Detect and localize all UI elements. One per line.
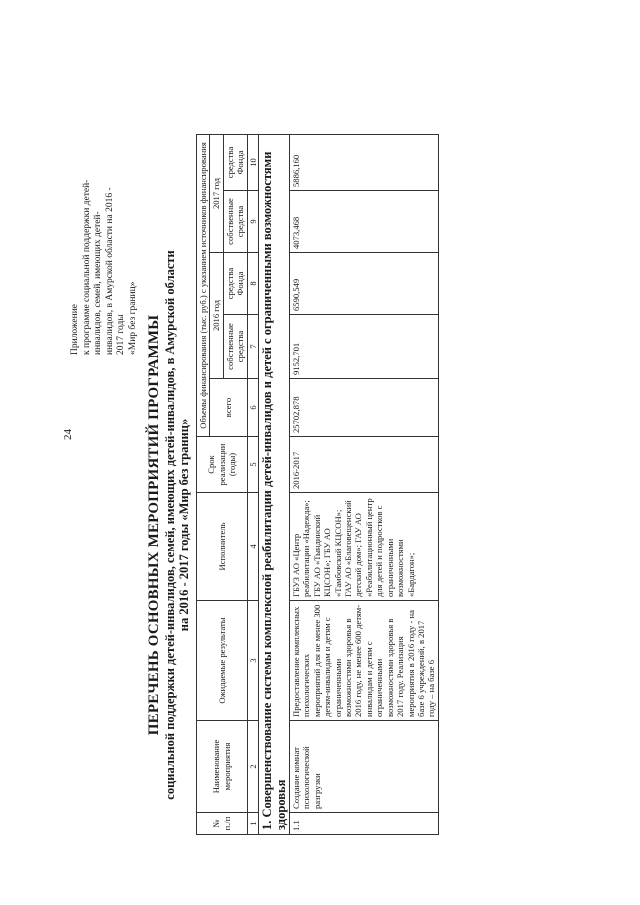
header-own-2017: собственные средства — [223, 191, 247, 253]
row-executor: ГБУЗ АО «Центр реабилитации «Надежда»; ГБУ АО «Тындинский КЦСОН»; ГБУ АО «Тамбовский КЦСОН»; ГАУ АО «Благовещенский детский дом»; ГАУ АО «Реабилитационный центр для детей и подростков с ограниченными возможностями «Бардагон»; — [290, 493, 439, 601]
column-number: 9 — [247, 191, 258, 253]
column-number: 7 — [247, 315, 258, 379]
appendix-line: Приложение — [70, 304, 80, 355]
appendix-line: инвалидов, семей, имеющих детей- — [93, 211, 104, 355]
measures-table — [196, 134, 439, 835]
document-title — [146, 225, 191, 825]
header-year-2016: 2016 год — [210, 253, 223, 379]
column-number: 6 — [247, 379, 258, 437]
header-funding: Объемы финансирования (тыс. руб.) с указанием источников финансирования — [197, 134, 210, 436]
column-number: 10 — [247, 134, 258, 190]
appendix-note — [70, 120, 140, 355]
title-subtitle-1: социальной поддержки детей-инвалидов, семей, имеющих детей-инвалидов, в Амурской области — [163, 250, 177, 800]
column-number-row — [247, 134, 258, 834]
header-results: Ожидаемые результаты — [197, 601, 248, 721]
column-number: 2 — [247, 721, 258, 813]
title-subtitle-2: на 2016 - 2017 годы «Мир без границ» — [177, 418, 191, 632]
header-term: Срок реализации (годы) — [197, 437, 248, 493]
appendix-line: 2017 годы — [116, 314, 127, 355]
rotated-page-content — [0, 110, 640, 865]
appendix-line: инвалидов, в Амурской области на 2016 - — [104, 187, 115, 355]
row-results: Предоставление комплексных психологических мероприятий для не менее 300 детям-инвалидам и детям с ограниченными возможностями здоровья в 2016 году, не менее 600 детям-инвалидам и детям с ограниченными возможностями здоровья в 2017 году. Реализация мероприятия в 2016 году - на базе 6 учреждений, в 2017 году – на базе 6 — [290, 601, 439, 721]
column-number: 1 — [247, 813, 258, 835]
row-num: 1.1 — [290, 813, 439, 835]
row-fund-2017: 5886,160 — [290, 134, 439, 190]
row-total: 25702,878 — [290, 379, 439, 437]
header-executor: Исполнитель — [197, 493, 248, 601]
appendix-line: к программе социальной поддержки детей- — [81, 179, 92, 355]
column-number: 8 — [247, 253, 258, 315]
row-own-2016: 9152,701 — [290, 315, 439, 379]
row-term: 2016-2017 — [290, 437, 439, 493]
appendix-line: «Мир без границ» — [127, 281, 138, 355]
title-main: ПЕРЕЧЕНЬ ОСНОВНЫХ МЕРОПРИЯТИЙ ПРОГРАММЫ — [146, 314, 162, 736]
header-own-2016: собственные средства — [223, 315, 247, 379]
row-name: Создание комнат психологической разгрузки — [290, 721, 439, 813]
section-title: 1. Совершенствование системы комплексной реабилитации детей-инвалидов и детей с ограниченными возможностями здоровья — [259, 134, 290, 834]
row-fund-2016: 6590,549 — [290, 253, 439, 315]
column-number: 4 — [247, 493, 258, 601]
row-own-2017: 4073,468 — [290, 191, 439, 253]
column-number: 3 — [247, 601, 258, 721]
header-name: Наименование мероприятия — [197, 721, 248, 813]
header-fund-2017: средства Фонда — [223, 134, 247, 190]
column-number: 5 — [247, 437, 258, 493]
table-row — [290, 134, 439, 834]
header-total: всего — [210, 379, 247, 437]
header-year-2017: 2017 год — [210, 134, 223, 252]
header-num: № п./п — [197, 813, 248, 835]
header-fund-2016: средства Фонда — [223, 253, 247, 315]
section-row — [259, 134, 290, 834]
page-number: 24 — [62, 429, 74, 440]
